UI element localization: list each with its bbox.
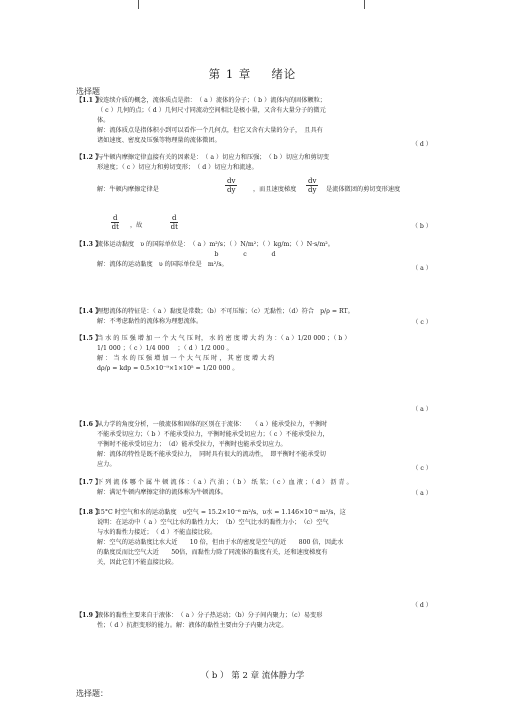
question-line: 15°C 时空气和水的运动黏度 υ空气 = 15.2×10⁻⁶ m²/s，υ水 = 1.146×10⁻⁶ m²/s，这 (97, 509, 346, 516)
question-line: 当 水 的 压 强 增 加 一 个 大 气 压 时， 水 的 密 度 增 大 约 为 ：（ a ）1/20 000 ；（ b ） (97, 335, 351, 342)
question-line: 性；（ d ）抗拒变形的能力。解：液体的黏性主要由分子内聚力决定。 (97, 622, 288, 629)
next-chapter-heading (0, 669, 505, 681)
denominator: dt (111, 223, 119, 231)
top-crop-mark (138, 0, 139, 9)
solution-line: 解 ： 当 水 的 压 强 增 加 一 个 大 气 压 时 ， 其 密 度 增 大 约 (97, 355, 275, 362)
question-line: 按连续介质的概念，流体质点是指： （ a ）流体的分子；（ b ）流体内的固体颗粒； (97, 97, 326, 104)
question-1-6 (76, 420, 436, 470)
question-number: 【1.8 】 (76, 509, 102, 516)
solution-line: 诸如速度、密度及压强等物理量的流体微团。 (97, 137, 221, 144)
answer: （ c ） (412, 465, 432, 472)
answer: （ b ） (200, 671, 229, 681)
question-number: 【1.5 】 (76, 335, 102, 342)
question-1-3 (76, 240, 436, 270)
question-1-8 (76, 508, 436, 568)
question-number: 【1.3 】 (76, 241, 102, 248)
solution-line: 的黏度反而比空气大近 50倍，而黏性力除了同流体的黏度有关，还和速度梯度有 (97, 549, 328, 556)
question-line: 形速度；（ c ）切应力和剪切变形； （ d ）切应力和流速。 (97, 164, 258, 171)
solution-line: 解：流体质点是指体积小到可以看作一个几何点，但它又含有大量的分子， 且具有 (97, 127, 323, 134)
question-1-7 (76, 478, 436, 498)
answer: （ a ） (412, 265, 432, 272)
solution-line: 关，因此它们不能直接比较。 (97, 559, 178, 566)
question-line: 流体运动黏度 υ 的国际单位是： （ a ）m²/s；（ ）N/m²；（ ）kg/m；（ ）N·s/m²。 (97, 241, 334, 248)
question-number: 【1.2 】 (76, 154, 102, 161)
solution-line: 解：空气的运动黏度比水大近 10 倍，但由于水的密度是空气的近 800 倍，因此水 (97, 539, 344, 546)
denominator: dy (308, 186, 317, 194)
answer: （ d ） (411, 141, 432, 148)
solution-line: 解：满足牛顿内摩擦定律的流体称为牛顿流体。 (97, 489, 227, 496)
question-1-4 (76, 307, 436, 327)
numerator: d (113, 214, 118, 222)
answer: （ c ） (412, 319, 432, 326)
chapter-name: 绪论 (271, 67, 297, 81)
solution-text: 解：牛顿内摩擦定律是 (97, 186, 159, 193)
question-line: （ c ）几何的点；（ d ）几何尺寸同流动空间相比是极小量，又含有大量分子的微元 (97, 107, 326, 114)
question-1-1 (76, 96, 436, 146)
question-line: 与水的黏性力接近； （ d ）不能直接比较。 (97, 529, 217, 536)
question-1-2 (76, 153, 436, 173)
chapter-name: 流体静力学 (261, 671, 305, 681)
solution-line: 应力。 (97, 461, 116, 468)
answer: （ b ） (411, 223, 432, 230)
question-1-9 (76, 611, 436, 631)
chapter-number: 第 2 章 (231, 671, 260, 681)
question-line: 从力学的角度分析，一般流体和固体的区别在于流体： （ a ）能承受拉力，平衡时 (97, 421, 328, 428)
solution-line: 解：流体的特性是既不能承受拉力， 同时具有很大的流动性， 即平衡时不能承受切 (97, 451, 326, 458)
solution-text: 是流体微团的剪切变形速度 (326, 186, 401, 193)
solution-line: 解：流体的运动黏度 υ 的国际单位是 m²/s。 (97, 261, 228, 268)
top-crop-mark (364, 0, 365, 9)
fraction-dv-dy (225, 177, 237, 194)
numerator: dv (308, 177, 317, 185)
question-line: 下 列 流 体 哪 个 属 牛 顿 流 体 ：（ a ）汽 油 ；（ b ） 纸 浆；（ c ）血 液 ；（ d ） 沥 青 。 (97, 479, 353, 486)
question-number: 【1.9 】 (76, 612, 102, 619)
answer: （ d ） (411, 602, 432, 609)
answer: （ a ） (412, 406, 432, 413)
question-line: 平衡时不能承受切应力； （d）能承受拉力，平衡时也能承受切应力。 (97, 441, 287, 448)
solution-text: ，故 (130, 222, 143, 229)
question-line: 不能承受切应力；（ b ）不能承受拉力，平衡时能承受切应力；（ c ）不能承受拉力， (97, 431, 329, 438)
question-line: 理想流体的特征是：（ a ）黏度是常数；（b）不可压缩；（c）无黏性；（d）符合 p/ρ = RT。 (97, 308, 354, 315)
section-label: 选择题： (76, 689, 108, 698)
numerator: dv (227, 177, 236, 185)
question-line: 液体的黏性主要来自于液体： （ a ）分子热运动；（b）分子间内聚力；（c）易变形 (97, 612, 323, 619)
solution-text: ，而且速度梯度 (253, 186, 297, 193)
question-number: 【1.1 】 (76, 97, 102, 104)
answer: （ a ） (412, 490, 432, 497)
question-line: 说明：在运动中（ a ）空气比水的黏性力大； （b）空气比水的黏性力小； （c）空气 (97, 519, 329, 526)
question-line: 与牛顿内摩擦定律直接有关的因素是： （ a ）切应力和压强； （ b ）切应力和剪切变 (97, 154, 330, 161)
chapter-title (0, 66, 505, 82)
question-line: 1/1 000 ；（ c ）1/4 000 ；（ d ）1/2 000 。 (97, 345, 233, 352)
fraction-dv-dy (306, 177, 318, 194)
denominator: dt (170, 223, 178, 231)
fraction-d-dt (111, 214, 119, 231)
section-label: 选择题 (76, 87, 100, 96)
fraction-d-dt (170, 214, 178, 231)
solution-line: 解：不考虑黏性的流体称为理想流体。 (97, 318, 203, 325)
denominator: dy (227, 186, 236, 194)
question-number: 【1.4 】 (76, 308, 102, 315)
numerator: d (172, 214, 177, 222)
question-line: 体。 (97, 117, 110, 124)
chapter-number: 第 1 章 (208, 67, 252, 81)
question-1-5 (76, 334, 436, 374)
question-number: 【1.6 】 (76, 421, 102, 428)
question-number: 【1.7 】 (76, 479, 102, 486)
solution-line: dρ/ρ = kdp = 0.5×10⁻⁹×1×10⁵ = 1/20 000 。 (97, 365, 239, 372)
question-line: b c d (97, 251, 276, 258)
